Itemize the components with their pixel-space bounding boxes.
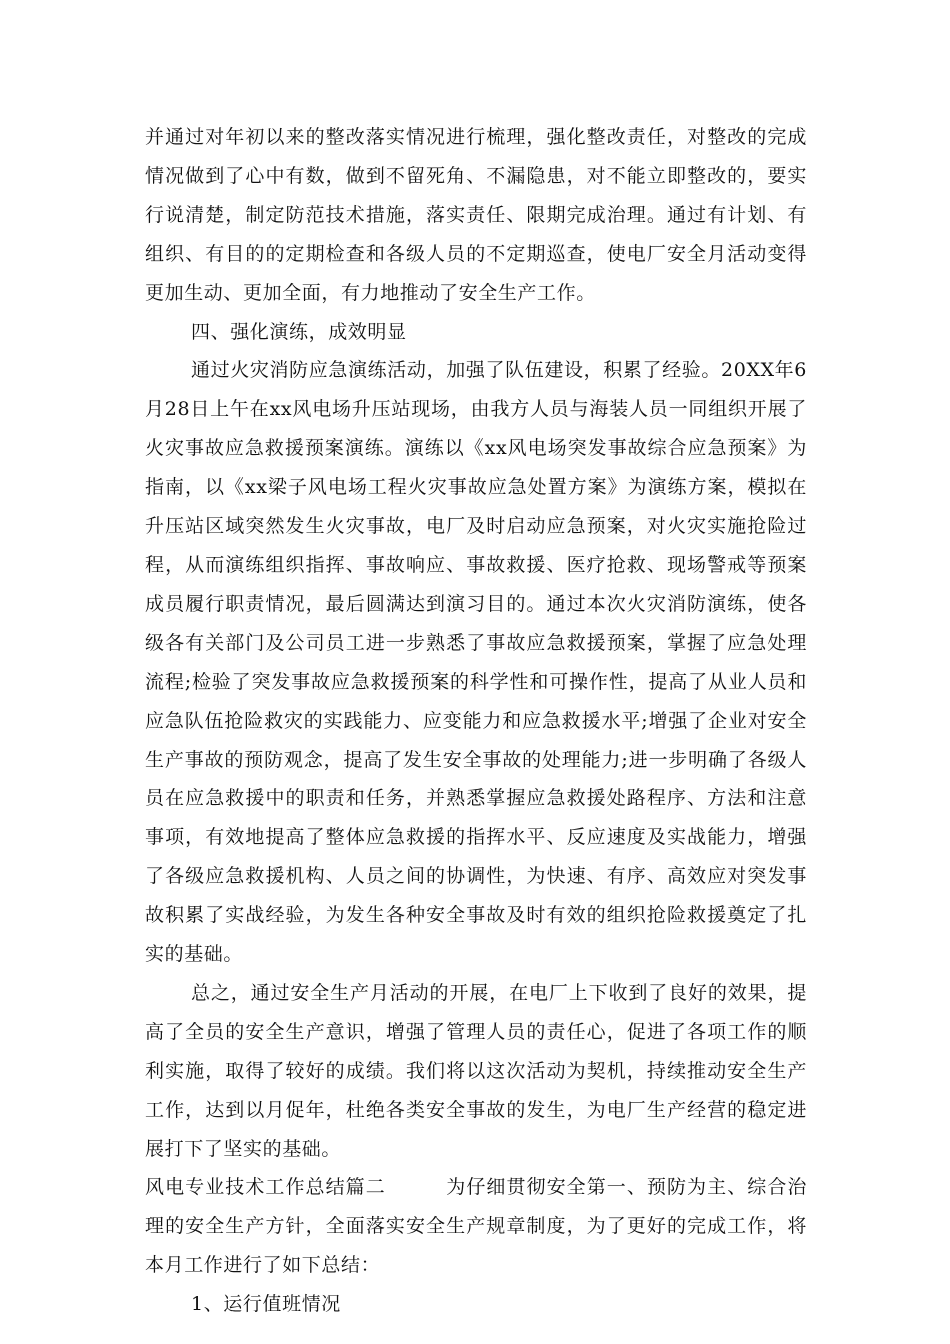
paragraph-summary: 总之，通过安全生产月活动的开展，在电厂上下收到了良好的效果，提高了全员的安全生产意识，增强了管理人员的责任心，促进了各项工作的顺利实施，取得了较好的成绩。我们将以这次活动为契机，持续推动安全生产工作，达到以月促年，杜绝各类安全事故的发生，为电厂生产经营的稳定进展打下了坚实的基础。: [145, 981, 807, 1160]
heading-duty-status: 1、运行值班情况: [191, 1293, 341, 1316]
heading-drill-results: 四、强化演练，成效明显: [191, 320, 407, 343]
paragraph-rectification: 并通过对年初以来的整改落实情况进行梳理，强化整改责任，对整改的完成情况做到了心中有数，做到不留死角、不漏隐患，对不能立即整改的，要实行说清楚，制定防范技术措施，落实责任、限期完成治理。通过有计划、有组织、有目的的定期检查和各级人员的不定期巡查，使电厂安全月活动变得更加生动、更加全面，有力地推动了安全生产工作。: [145, 126, 807, 304]
paragraph-fire-drill: 通过火灾消防应急演练活动，加强了队伍建设，积累了经验。20XX年6月28日上午在xx风电场升压站现场，由我方人员与海装人员一同组织开展了火灾事故应急救援预案演练。演练以《xx风电场突发事故综合应急预案》为指南，以《xx梁子风电场工程火灾事故应急处置方案》为演练方案，模拟在升压站区域突然发生火灾事故，电厂及时启动应急预案，对火灾实施抢险过程，从而演练组织指挥、事故响应、事故救援、医疗抢救、现场警戒等预案成员履行职责情况，最后圆满达到演习目的。通过本次火灾消防演练，使各级各有关部门及公司员工进一步熟悉了事故应急救援预案，掌握了应急处理流程;检验了突发事故应急救援预案的科学性和可操作性，提高了从业人员和应急队伍抢险救灾的实践能力、应变能力和应急救援水平;增强了企业对安全生产事故的预防观念，提高了发生安全事故的处理能力;进一步明确了各级人员在应急救援中的职责和任务，并熟悉掌握应急救援处路程序、方法和注意事项，有效地提高了整体应急救援的指挥水平、反应速度及实战能力，增强了各级应急救援机构、人员之间的协调性，为快速、有序、高效应对突发事故积累了实战经验，为发生各种安全事故及时有效的组织抢险救援奠定了扎实的基础。: [145, 359, 807, 966]
section-intro-text: 为仔细贯彻安全第一、预防为主、综合治理的安全生产方针，全面落实安全生产规章制度，为了更好的完成工作，将本月工作进行了如下总结：: [145, 1176, 807, 1277]
document-page: [145, 118, 807, 1324]
section-intro-paragraph: [145, 1168, 807, 1285]
section-title: 风电专业技术工作总结篇二: [145, 1176, 386, 1199]
